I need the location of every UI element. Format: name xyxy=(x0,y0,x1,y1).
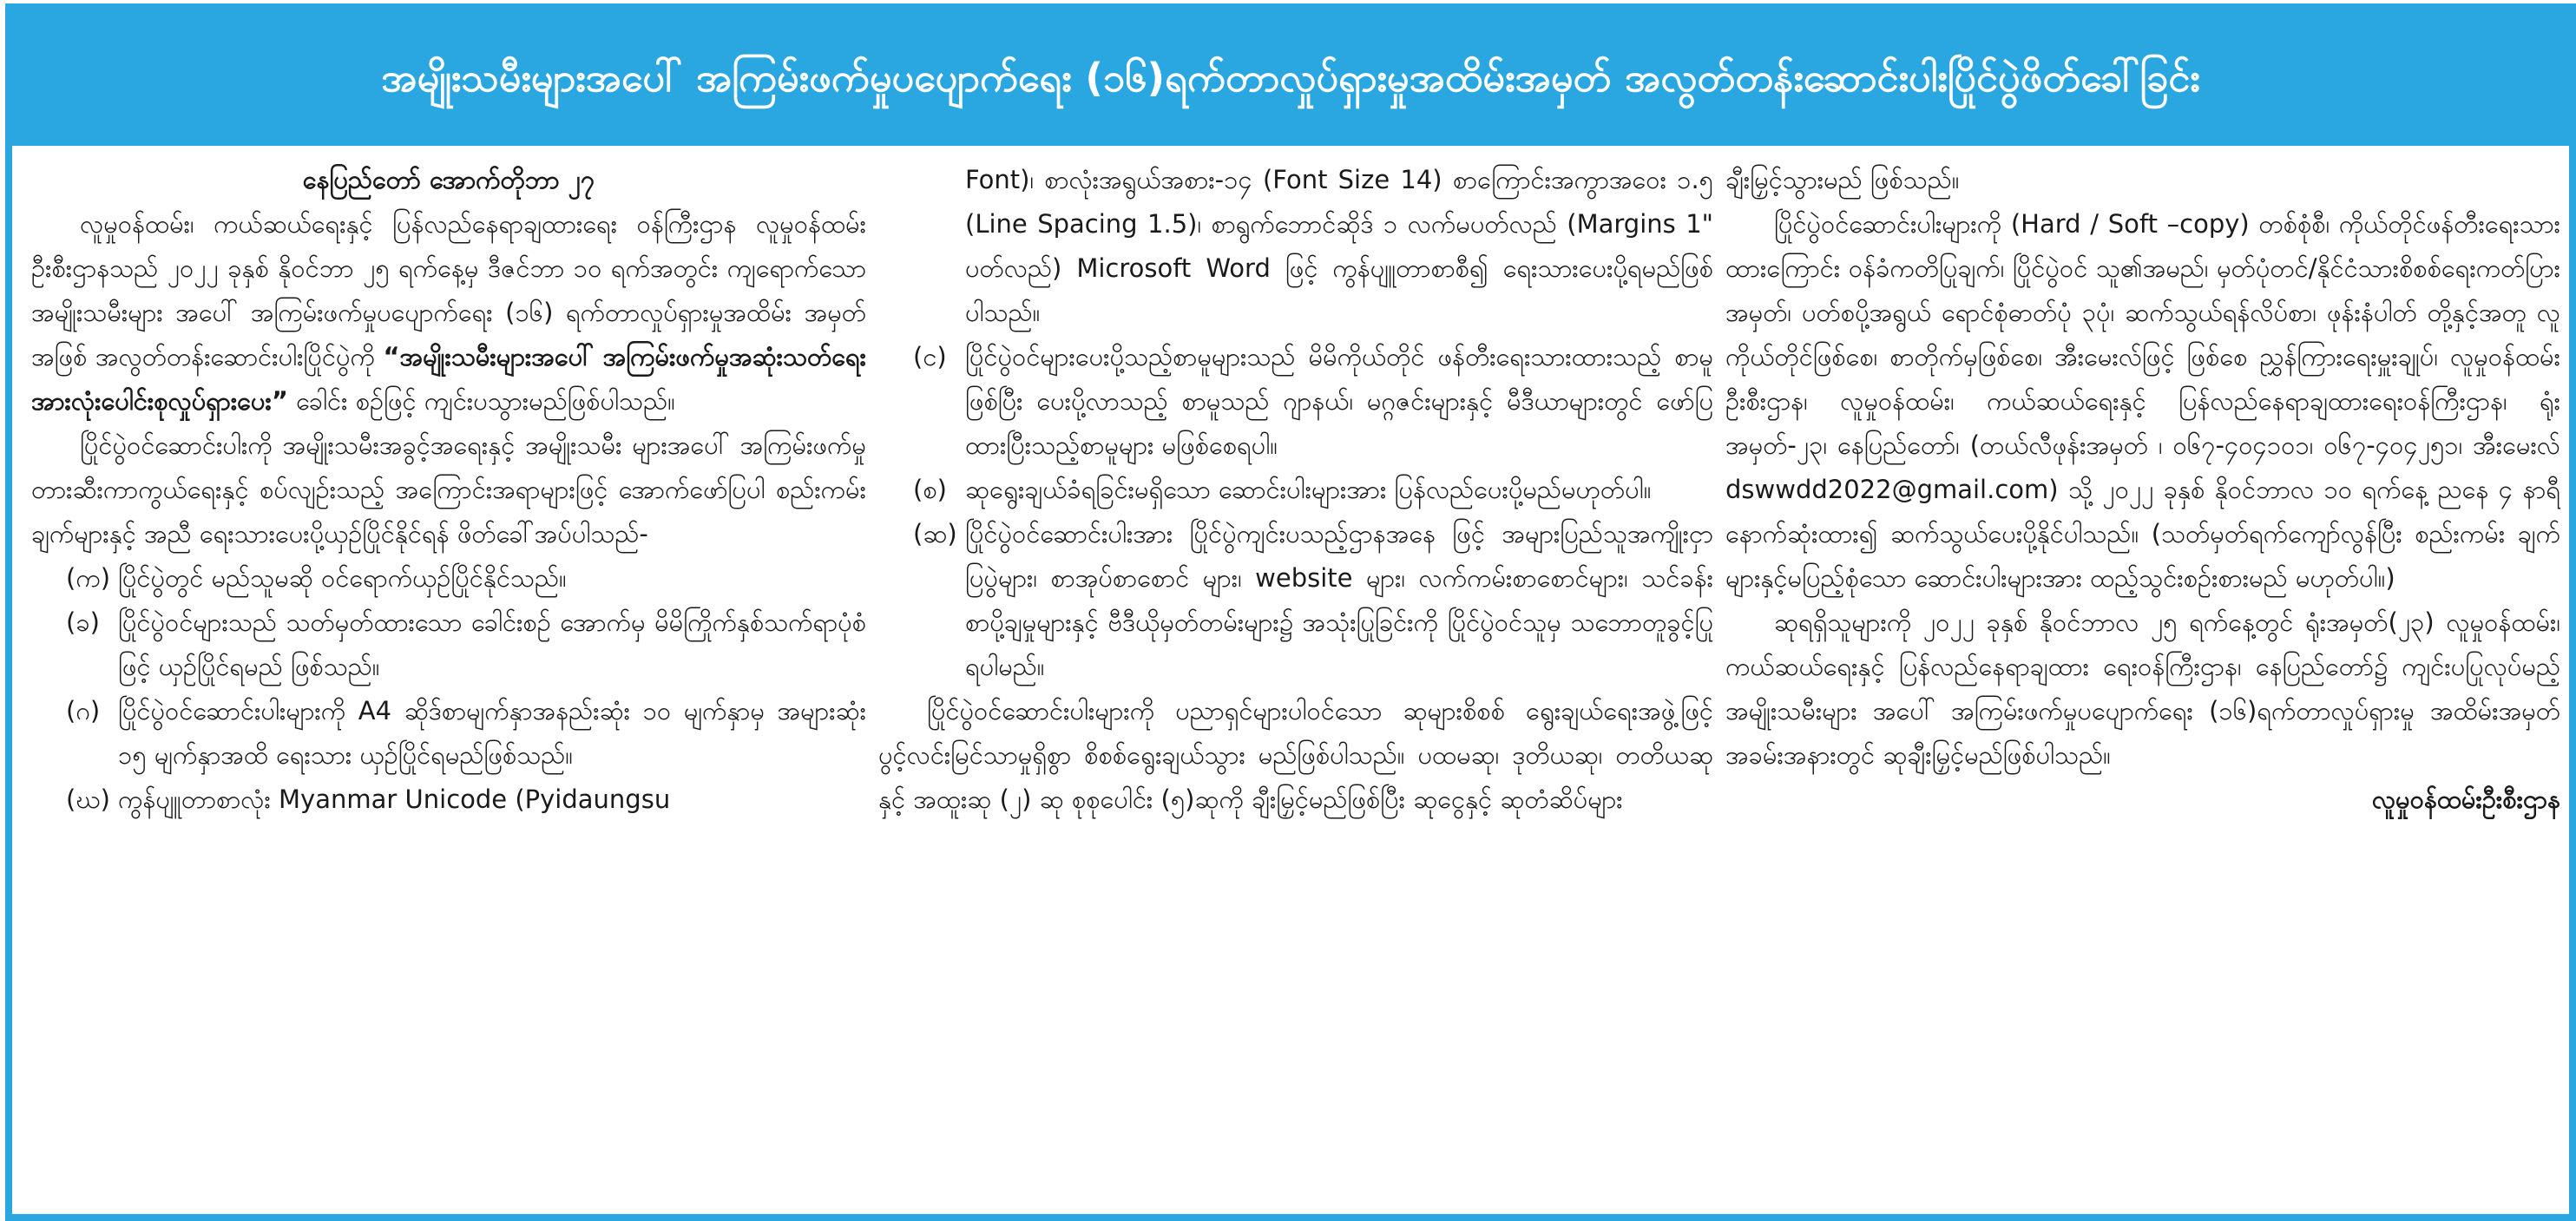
rule-item xyxy=(878,335,1713,468)
rule-item xyxy=(878,512,1713,689)
rule-item xyxy=(31,778,866,822)
column-1 xyxy=(31,158,866,1214)
rule-marker: (စ) xyxy=(913,475,947,504)
campaign-slogan: “အမျိုးသမီးများအပေါ် အကြမ်းဖက်မှုအဆုံးသတ်ရေး အားလုံးပေါင်းစုလှုပ်ရှားပေး” xyxy=(31,342,866,416)
invitation-paragraph: ပြိုင်ပွဲဝင်ဆောင်းပါးကို အမျိုးသမီးအခွင့်အရေးနှင့် အမျိုးသမီး များအပေါ် အကြမ်းဖက်မှုတားဆီးကာကွယ်ရေးနှင့် စပ်လျဉ်းသည့် အကြောင်းအရာများဖြင့် အောက်ဖော်ပြပါ စည်းကမ်းချက်များနှင့် အညီ ရေးသားပေးပို့ယှဉ်ပြိုင်နိုင်ရန် ဖိတ်ခေါ်အပ်ပါသည်- xyxy=(31,430,866,548)
rule-marker: (ဃ) xyxy=(66,784,110,814)
rule-marker: (ဂ) xyxy=(66,696,101,725)
intro-text: လူမှုဝန်ထမ်း၊ ကယ်ဆယ်ရေးနှင့် ပြန်လည်နေရာချထားရေး ဝန်ကြီးဌာန လူမှုဝန်ထမ်းဦးစီးဌာနသည် ၂၀၂၂ ခုနှစ် နိုဝင်ဘာ ၂၅ ရက်နေ့မှ ဒီဇင်ဘာ ၁၀ ရက်အတွင်း ကျရောက်သော အမျိုးသမီးများ အပေါ် အကြမ်းဖက်မှုပပျောက်ရေး (၁၆) ရက်တာလှုပ်ရှားမှုအထိမ်း အမှတ်အဖြစ် အလွတ်တန်းဆောင်းပါးပြိုင်ပွဲကို xyxy=(31,209,866,371)
rule-text: ပြိုင်ပွဲဝင်များပေးပို့သည့်စာမူများသည် မိမိကိုယ်တိုင် ဖန်တီးရေးသားထားသည့် စာမူဖြစ်ပြီး ပေးပို့လာသည့် စာမူသည် ဂျာနယ်၊ မဂ္ဂဇင်းများနှင့် မီဒီယာများတွင် ဖော်ပြထားပြီးသည့်စာမူများ မဖြစ်စေရပါ။ xyxy=(965,342,1713,460)
rule-text: ပြိုင်ပွဲဝင်ဆောင်းပါးများကို A4 ဆိုဒ်စာမျက်နှာအနည်းဆုံး ၁၀ မျက်နှာမှ အများဆုံး ၁၅ မျက်နှာအထိ ရေးသား ယှဉ်ပြိုင်ရမည်ဖြစ်သည်။ xyxy=(118,696,866,770)
rule-text: ပြိုင်ပွဲတွင် မည်သူမဆို ဝင်ရောက်ယှဉ်ပြိုင်နိုင်သည်။ xyxy=(118,563,567,593)
rule-marker: (က) xyxy=(66,563,111,593)
judging-paragraph: ပြိုင်ပွဲဝင်ဆောင်းပါးများကို ပညာရှင်များပါဝင်သော ဆုများစိစစ် ရွေးချယ်ရေးအဖွဲ့ဖြင့် ပွင့်လင်းမြင်သာမှုရှိစွာ စိစစ်ရွေးချယ်သွား မည်ဖြစ်ပါသည်။ ပထမဆု၊ ဒုတိယဆု၊ တတိယဆုနှင့် အထူးဆု (၂) ဆု စုစုပေါင်း (၅)ဆုကို ချီးမြှင့်မည်ဖြစ်ပြီး ဆုငွေနှင့် ဆုတံဆိပ်များ xyxy=(878,696,1713,814)
rule-text: Font)၊ စာလုံးအရွယ်အစား-၁၄ (Font Size 14) စာကြောင်းအကွာအဝေး ၁.၅ (Line Spacing 1.5)၊ စာရွက်ဘောင်ဆိုဒ် ၁ လက်မပတ်လည် (Margins 1" ပတ်လည်) Microsoft Word ဖြင့် ကွန်ပျူတာစာစီ၍ ရေးသားပေးပို့ရမည်ဖြစ်ပါသည်။ xyxy=(965,165,1713,327)
notice-frame xyxy=(5,3,2576,1221)
ceremony-paragraph: ဆုရရှိသူများကို ၂၀၂၂ ခုနှစ် နိုဝင်ဘာလ ၂၅ ရက်နေ့တွင် ရုံးအမှတ်(၂၃) လူမှုဝန်ထမ်း၊ ကယ်ဆယ်ရေးနှင့် ပြန်လည်နေရာချထား ရေးဝန်ကြီးဌာန၊ နေပြည်တော်၌ ကျင်းပပြုလုပ်မည့် အမျိုးသမီးများ အပေါ် အကြမ်းဖက်မှုပပျောက်ရေး (၁၆)ရက်တာလှုပ်ရှားမှု အထိမ်းအမှတ်အခမ်းအနားတွင် ဆုချီးမြှင့်မည်ဖြစ်ပါသည်။ xyxy=(1725,607,2560,770)
rule-item xyxy=(31,689,866,778)
submission-paragraph: ပြိုင်ပွဲဝင်ဆောင်းပါးများကို (Hard / Soft –copy) တစ်စုံစီ၊ ကိုယ်တိုင်ဖန်တီးရေးသားထားကြောင်း ဝန်ခံကတိပြုချက်၊ ပြိုင်ပွဲဝင် သူ၏အမည်၊ မှတ်ပုံတင်/နိုင်ငံသားစိစစ်ရေးကတ်ပြားအမှတ်၊ ပတ်စပို့အရွယ် ရောင်စုံဓာတ်ပုံ ၃ပုံ၊ ဆက်သွယ်ရန်လိပ်စာ၊ ဖုန်းနံပါတ် တို့နှင့်အတူ လူကိုယ်တိုင်ဖြစ်စေ၊ စာတိုက်မှဖြစ်စေ၊ အီးမေးလ်ဖြင့် ဖြစ်စေ ညွှန်ကြားရေးမှူးချုပ်၊ လူမှုဝန်ထမ်းဦးစီးဌာန၊ လူမှုဝန်ထမ်း၊ ကယ်ဆယ်ရေးနှင့် ပြန်လည်နေရာချထားရေးဝန်ကြီးဌာန၊ ရုံးအမှတ်-၂၃၊ နေပြည်တော်၊ (တယ်လီဖုန်းအမှတ် ၊ ၀၆၇-၄၀၄၁၀၁၊ ၀၆၇-၄၀၄၂၅၁၊ အီးမေးလ် dswwdd2022@gmail.com) သို့ ၂၀၂၂ ခုနှစ် နိုဝင်ဘာလ ၁၀ ရက်နေ့ ညနေ ၄ နာရီ နောက်ဆုံးထား၍ ဆက်သွယ်ပေးပို့နိုင်ပါသည်။ (သတ်မှတ်ရက်ကျော်လွန်ပြီး စည်းကမ်း ချက်များနှင့်မပြည့်စုံသော ဆောင်းပါးများအား ထည့်သွင်းစဉ်းစားမည် မဟုတ်ပါ။) xyxy=(1725,209,2560,593)
rule-text: ကွန်ပျူတာစာလုံး Myanmar Unicode (Pyidaungsu xyxy=(118,784,671,814)
column-3 xyxy=(1725,158,2560,1214)
rule-item xyxy=(31,601,866,689)
rule-text: ပြိုင်ပွဲဝင်များသည် သတ်မှတ်ထားသော ခေါင်းစဉ် အောက်မှ မိမိကြိုက်နှစ်သက်ရာပုံစံဖြင့် ယှဉ်ပြိုင်ရမည် ဖြစ်သည်။ xyxy=(118,607,866,681)
rule-marker: (ဆ) xyxy=(913,519,957,548)
rule-item xyxy=(31,556,866,601)
signature-department: လူမှုဝန်ထမ်းဦးစီးဌာန xyxy=(2371,784,2560,814)
column-2 xyxy=(878,158,1713,1214)
notice-title: အမျိုးသမီးများအပေါ် အကြမ်းဖက်မှုပပျောက်ရေး (၁၆)ရက်တာလှုပ်ရှားမှုအထိမ်းအမှတ် အလွတ်တန်းဆောင်းပါးပြိုင်ပွဲဖိတ်ခေါ်ခြင်း xyxy=(381,55,2200,102)
intro-text-end: ခေါင်း စဉ်ဖြင့် ကျင်းပသွားမည်ဖြစ်ပါသည်။ xyxy=(287,386,675,416)
rule-marker: (င) xyxy=(913,342,947,371)
judging-paragraph-continued: ချီးမြှင့်သွားမည် ဖြစ်သည်။ xyxy=(1725,165,1960,194)
rule-item-continued xyxy=(878,158,1713,335)
rule-item xyxy=(878,468,1713,512)
rule-text: ဆုရွေးချယ်ခံရခြင်းမရှိသော ဆောင်းပါးများအား ပြန်လည်ပေးပို့မည်မဟုတ်ပါ။ xyxy=(965,475,1652,504)
notice-body xyxy=(12,146,2569,1214)
notice-header xyxy=(12,10,2569,146)
rule-marker: (ခ) xyxy=(66,607,100,637)
dateline: နေပြည်တော် အောက်တိုဘာ ၂၇ xyxy=(302,165,595,194)
intro-paragraph xyxy=(31,202,866,423)
rule-text: ပြိုင်ပွဲဝင်ဆောင်းပါးအား ပြိုင်ပွဲကျင်းပသည့်ဌာနအနေ ဖြင့် အများပြည်သူအကျိုးငှာ ပြပွဲများ၊ စာအုပ်စာစောင် များ၊ website များ၊ လက်ကမ်းစာစောင်များ၊ သင်ခန်း စာပို့ချမှုများနှင့် ဗီဒီယိုမှတ်တမ်းများ၌ အသုံးပြုခြင်းကို ပြိုင်ပွဲဝင်သူမှ သဘောတူခွင့်ပြုရပါမည်။ xyxy=(965,519,1713,681)
